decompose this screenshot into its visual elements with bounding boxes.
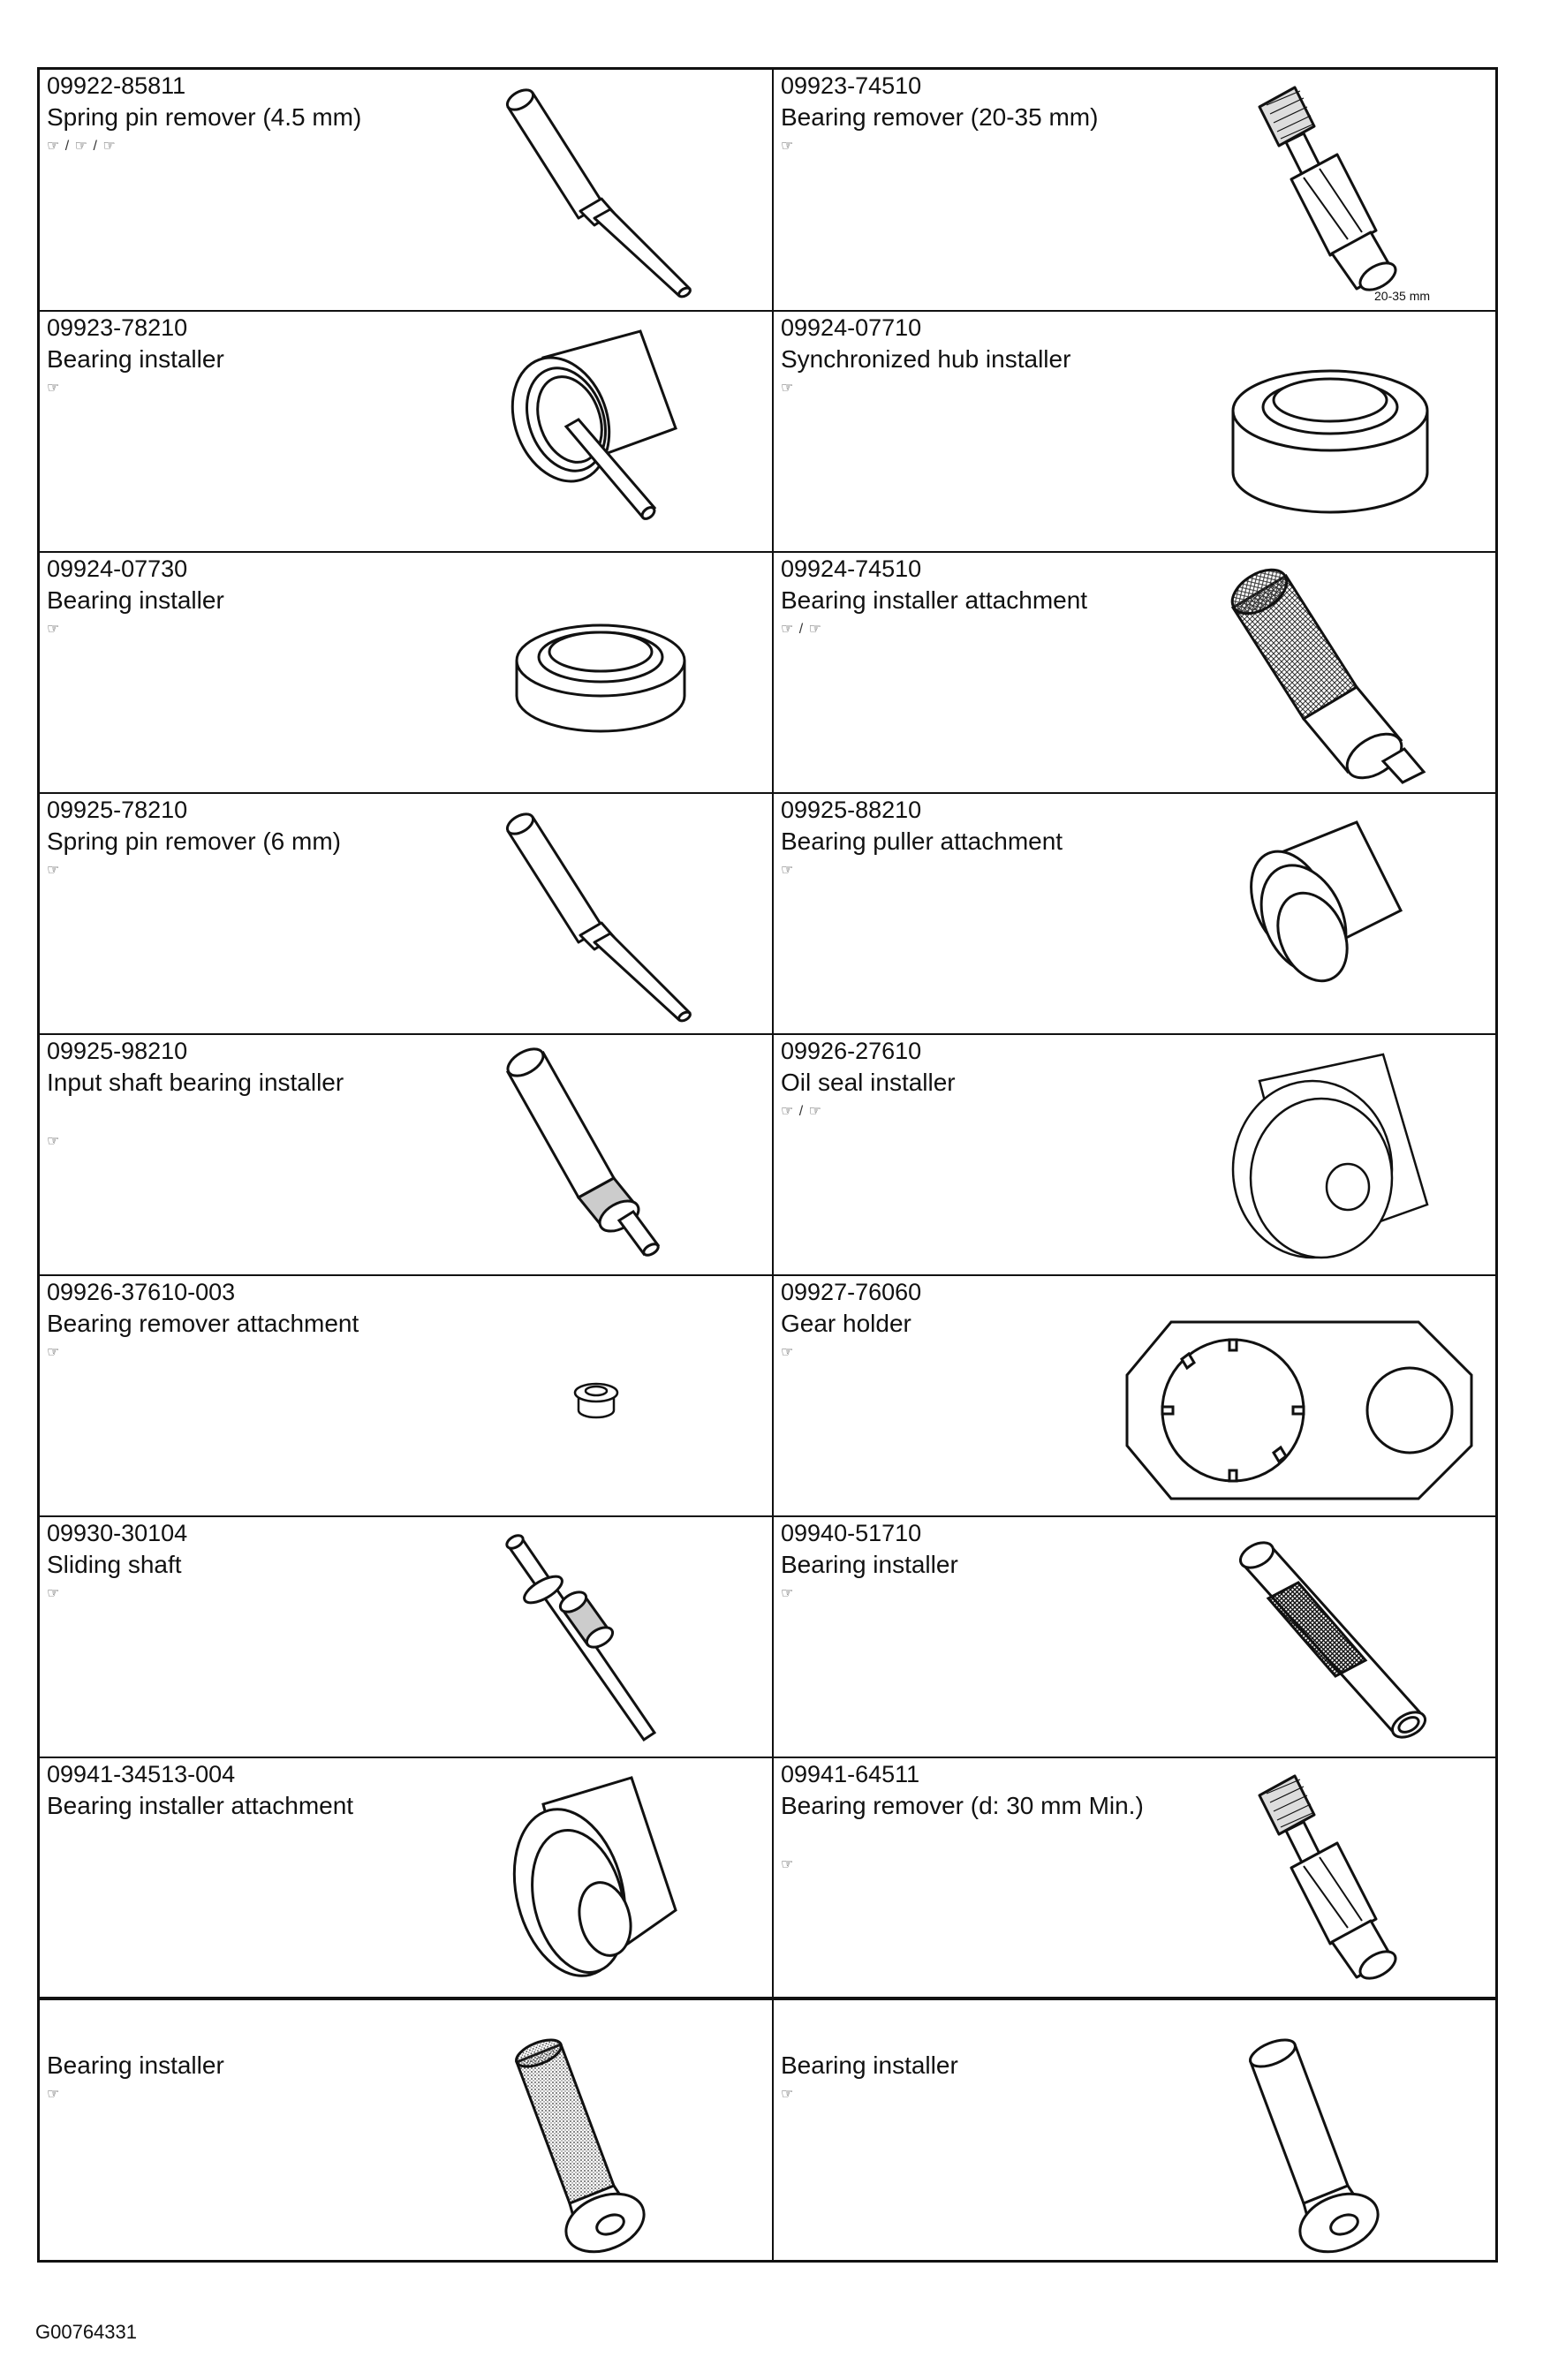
tool-name: Bearing installer <box>47 586 224 614</box>
part-number: 09927-76060 <box>781 1279 922 1305</box>
tool-name: Oil seal installer <box>781 1069 956 1096</box>
small-attachment-icon <box>481 1287 711 1512</box>
stippled-installer-icon <box>481 2036 711 2260</box>
spring-pin-remover-icon <box>481 805 711 1030</box>
reference-icons: ☞ <box>47 1586 61 1601</box>
tool-cell <box>40 553 774 792</box>
cone-attachment-icon <box>481 1769 711 1994</box>
part-number: 09926-27610 <box>781 1038 922 1064</box>
part-number: 09930-30104 <box>47 1520 188 1546</box>
part-number: 09925-78210 <box>47 797 188 823</box>
tool-cell <box>774 70 1495 310</box>
installer-attachment-icon <box>1215 563 1445 789</box>
tool-cell <box>774 553 1495 792</box>
tool-cell <box>40 1758 774 1997</box>
reference-icons: ☞ / ☞ <box>781 622 823 637</box>
tool-name: Spring pin remover (4.5 mm) <box>47 103 362 131</box>
reference-icons: ☞ <box>47 622 61 637</box>
reference-icons: ☞ <box>47 1134 61 1149</box>
tool-cell <box>774 1276 1495 1515</box>
tool-name: Gear holder <box>781 1310 911 1337</box>
part-number: 09923-78210 <box>47 314 188 341</box>
tool-name: Input shaft bearing installer <box>47 1069 344 1096</box>
tool-row <box>40 310 1495 551</box>
part-number: 09925-88210 <box>781 797 922 823</box>
tool-name: Bearing remover (20-35 mm) <box>781 103 1099 131</box>
part-number: 09941-64511 <box>781 1761 920 1787</box>
tool-cell <box>40 1276 774 1515</box>
reference-icons: ☞ <box>781 139 795 154</box>
reference-icons: ☞ <box>47 1345 61 1360</box>
part-number: 09922-85811 <box>47 72 186 99</box>
reference-icons: ☞ <box>781 1586 795 1601</box>
tool-row <box>40 1274 1495 1515</box>
tool-cell <box>774 1517 1495 1757</box>
tool-name: Bearing installer <box>47 345 224 373</box>
reference-icons: ☞ <box>781 381 795 396</box>
tool-name: Bearing installer <box>47 2051 224 2079</box>
ring-installer-icon <box>481 563 711 789</box>
tool-name: Bearing installer attachment <box>47 1792 354 1819</box>
plain-installer-icon <box>1215 2036 1445 2260</box>
tool-name: Spring pin remover (6 mm) <box>47 827 341 855</box>
figure-id: G00764331 <box>35 2321 137 2343</box>
puller-attachment-icon <box>1215 805 1445 1030</box>
part-number: 09925-98210 <box>47 1038 188 1064</box>
tool-row <box>40 792 1495 1033</box>
part-number: 09926-37610-003 <box>47 1279 236 1305</box>
tool-row <box>40 551 1495 792</box>
bearing-remover-icon <box>1215 1769 1445 1994</box>
tool-cell <box>774 2000 1495 2260</box>
tool-cell <box>40 1035 774 1274</box>
reference-icons: ☞ / ☞ <box>781 1104 823 1119</box>
spring-pin-remover-icon <box>481 80 711 306</box>
reference-icons: ☞ <box>781 1345 795 1360</box>
hub-installer-icon <box>1215 322 1445 548</box>
tool-name: Bearing remover attachment <box>47 1310 359 1337</box>
tool-row <box>40 1757 1495 1997</box>
dimension-label: 20-35 mm <box>1374 289 1431 303</box>
bearing-installer-icon <box>481 322 711 548</box>
oil-seal-installer-icon <box>1215 1046 1445 1271</box>
tool-cell <box>40 1517 774 1757</box>
tool-name: Bearing installer <box>781 2051 958 2079</box>
knurled-installer-icon <box>1215 1528 1445 1753</box>
reference-icons: ☞ <box>781 1857 795 1872</box>
tool-name: Bearing puller attachment <box>781 827 1063 855</box>
tool-cell <box>774 794 1495 1033</box>
tool-cell <box>774 312 1495 551</box>
reference-icons: ☞ <box>47 2087 61 2102</box>
tool-row <box>40 70 1495 310</box>
part-number: 09923-74510 <box>781 72 922 99</box>
tool-cell <box>40 794 774 1033</box>
tool-row <box>40 1033 1495 1274</box>
tool-name: Sliding shaft <box>47 1551 182 1578</box>
tool-cell <box>40 2000 774 2260</box>
tool-row <box>40 1515 1495 1757</box>
part-number: 09941-34513-004 <box>47 1761 236 1787</box>
part-number: 09924-07730 <box>47 555 188 582</box>
tool-name: Bearing installer attachment <box>781 586 1088 614</box>
reference-icons: ☞ <box>47 381 61 396</box>
tool-cell <box>40 312 774 551</box>
tool-name: Synchronized hub installer <box>781 345 1071 373</box>
tool-row <box>40 1997 1495 2260</box>
tool-name: Bearing installer <box>781 1551 958 1578</box>
reference-icons: ☞ <box>781 863 795 878</box>
tool-cell <box>774 1758 1495 1997</box>
special-tools-table <box>37 67 1498 2263</box>
gear-holder-icon <box>1118 1287 1489 1512</box>
reference-icons: ☞ <box>47 863 61 878</box>
part-number: 09924-07710 <box>781 314 922 341</box>
reference-icons: ☞ <box>781 2087 795 2102</box>
reference-icons: ☞ / ☞ / ☞ <box>47 139 117 154</box>
bearing-remover-icon <box>1215 80 1445 306</box>
tool-cell <box>40 70 774 310</box>
tool-cell <box>774 1035 1495 1274</box>
shaft-installer-icon <box>481 1046 711 1271</box>
tool-name: Bearing remover (d: 30 mm Min.) <box>781 1792 1144 1819</box>
part-number: 09940-51710 <box>781 1520 922 1546</box>
part-number: 09924-74510 <box>781 555 922 582</box>
sliding-shaft-icon <box>481 1528 711 1753</box>
